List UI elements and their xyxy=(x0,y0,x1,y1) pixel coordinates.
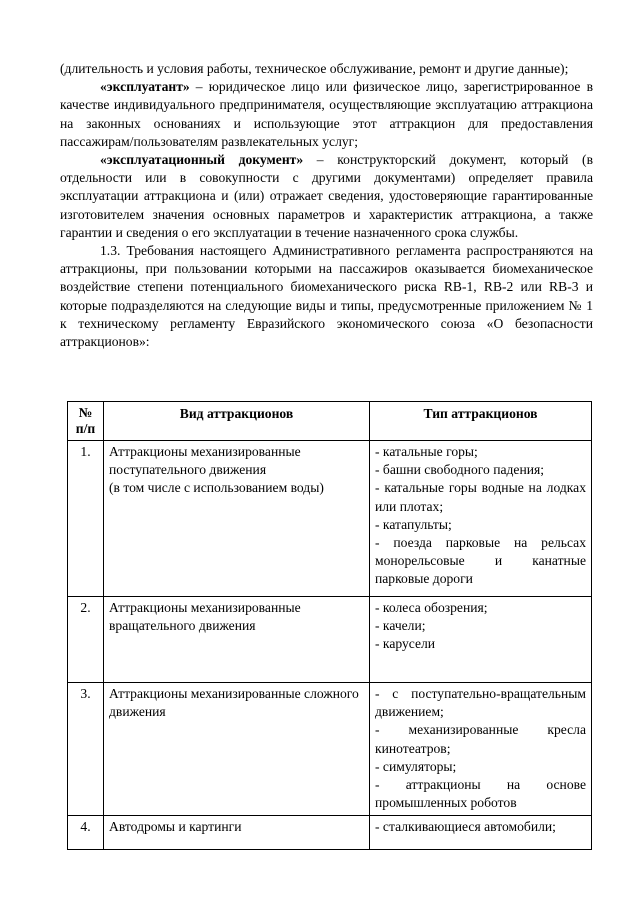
table-row xyxy=(68,441,592,597)
row-kind: Аттракционы механизированные сложного движения xyxy=(104,683,370,816)
table-row xyxy=(68,597,592,683)
definition-operator xyxy=(60,78,593,151)
type-item: - поезда парковые на рельсах монорельсовые и канатные парковые дороги xyxy=(375,535,586,587)
row-number: 2. xyxy=(68,597,104,683)
type-item: - колеса обозрения; xyxy=(375,600,488,615)
header-number-line2: п/п xyxy=(75,421,96,436)
row-number: 4. xyxy=(68,816,104,850)
row-kind: Аттракционы механизированные поступательного движения (в том числе с использованием воды) xyxy=(104,441,370,597)
type-item: - аттракционы на основе промышленных роботов xyxy=(375,777,586,811)
type-item: - механизированные кресла кинотеатров; xyxy=(375,722,586,756)
row-types xyxy=(370,683,592,816)
paragraph-continuation: (длительность и условия работы, техническое обслуживание, ремонт и другие данные); xyxy=(60,61,569,76)
header-number xyxy=(68,402,104,441)
type-item: - качели; xyxy=(375,618,426,634)
type-item: - с поступательно-вращательным движением; xyxy=(375,686,586,720)
type-item: - симуляторы; xyxy=(375,758,457,774)
body-text xyxy=(60,60,593,351)
type-item: - катальные горы водные на лодках или плотах; xyxy=(375,480,586,514)
attractions-table xyxy=(67,401,592,850)
table-row xyxy=(68,683,592,816)
header-type: Тип аттракционов xyxy=(370,402,592,441)
type-item: - карусели xyxy=(375,636,436,652)
header-kind: Вид аттракционов xyxy=(104,402,370,441)
section-1-3: 1.3. Требования настоящего Административного регламента распространяются на аттракционы, при пользовании которыми на пассажиров оказывается биомеханическое воздействие степени потенциального биомеханического риска RB-1, RB-2 или RB-3 и которые подразделяются на следующие виды и типы, предусмотренные приложением № 1 к техническому регламенту Евразийского экономического союза «О безопасности аттракционов»: xyxy=(60,243,593,350)
type-item: - катапульты; xyxy=(375,516,452,532)
table-row xyxy=(68,816,592,850)
definition-operating-document-text: – конструкторский документ, который (в отдельности или в совокупности с другими документами) определяет правила эксплуатации аттракциона и (или) отражает сведения, удостоверяющие гарантированные изготовителем значения основных параметров и характеристик аттракциона, а также гарантии и сведения о его эксплуатации в течение назначенного срока службы. xyxy=(60,152,593,240)
row-kind: Аттракционы механизированные вращательного движения xyxy=(104,597,370,683)
type-item: - сталкивающиеся автомобили; xyxy=(375,819,556,835)
term-operating-document: «эксплуатационный документ» xyxy=(100,152,304,168)
definition-operating-document xyxy=(60,151,593,242)
definition-operator-text: – юридическое лицо или физическое лицо, зарегистрированное в качестве индивидуального предпринимателя, осуществляющие эксплуатацию аттракциона на законных основаниях и использующие этот аттракцион для предоставления пассажирам/пользователям развлекательных услуг; xyxy=(60,79,593,149)
row-kind: Автодромы и картинги xyxy=(104,816,370,850)
row-number: 3. xyxy=(68,683,104,816)
row-types xyxy=(370,816,592,850)
row-types xyxy=(370,441,592,597)
header-number-line1: № xyxy=(78,405,93,420)
term-operator: «эксплуатант» xyxy=(100,79,190,95)
type-item: - башни свободного падения; xyxy=(375,462,545,478)
row-types xyxy=(370,597,592,683)
type-item: - катальные горы; xyxy=(375,444,478,459)
table-header-row xyxy=(68,402,592,441)
row-number: 1. xyxy=(68,441,104,597)
